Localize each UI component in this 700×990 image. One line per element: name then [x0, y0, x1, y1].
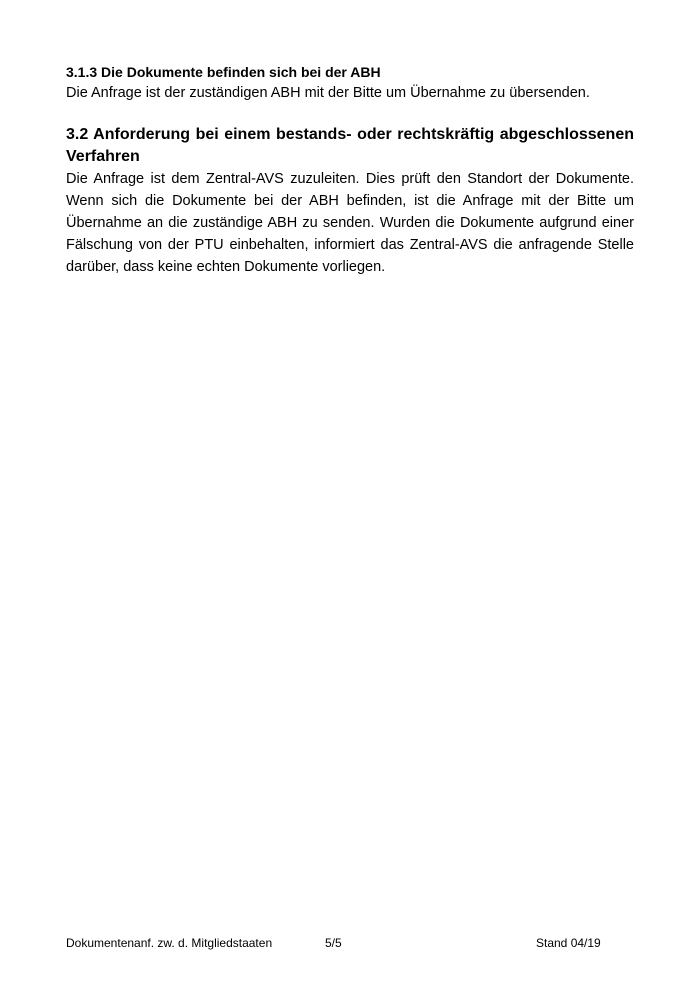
footer-document-name: Dokumentenanf. zw. d. Mitgliedstaaten — [66, 936, 273, 950]
section-body-3-2: Die Anfrage ist dem Zentral-AVS zuzuleiten. Dies prüft den Standort der Dokumente. Wenn sich die Dokumente bei der ABH befinden, ist die Anfrage mit der Bitte um Übernahme an die zuständige ABH zu senden. Wurden die Dokumente aufgrund einer Fälschung von der PTU einbehalten, informiert das Zentral-AVS die anfragende Stelle darüber, dass keine echten Dokumente vorliegen. — [66, 171, 634, 275]
subsection-body-3-1-3: Die Anfrage ist der zuständigen ABH mit der Bitte um Übernahme zu übersenden. — [66, 85, 590, 101]
page-footer — [66, 934, 634, 952]
subsection-heading-3-1-3: 3.1.3 Die Dokumente befinden sich bei der ABH — [66, 64, 381, 80]
footer-version: Stand 04/19 — [536, 936, 601, 950]
footer-page-number: 5/5 — [325, 936, 342, 950]
page-content — [66, 62, 634, 278]
section-heading-3-2: 3.2 Anforderung bei einem bestands- oder rechtskräftig abgeschlossenen Verfahren — [66, 126, 634, 165]
